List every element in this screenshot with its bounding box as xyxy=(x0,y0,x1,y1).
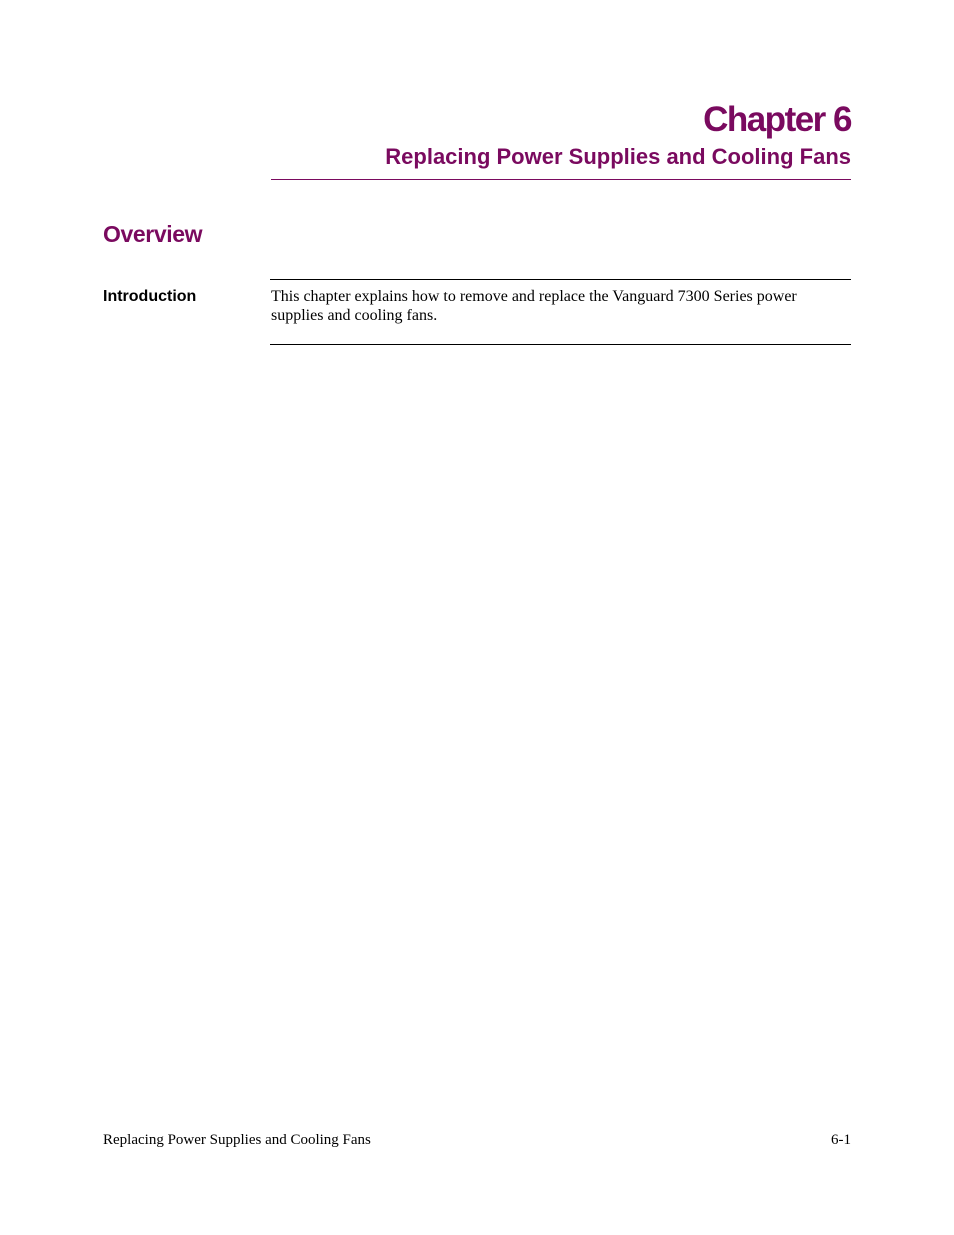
section-top-divider xyxy=(270,279,851,280)
body-paragraph: This chapter explains how to remove and replace the Vanguard 7300 Series power supplies and cooling fans. xyxy=(271,288,797,324)
chapter-title: Chapter 6 xyxy=(703,100,851,139)
footer-page-number: 6-1 xyxy=(831,1132,851,1148)
footer-title: Replacing Power Supplies and Cooling Fans xyxy=(103,1132,371,1148)
chapter-subtitle: Replacing Power Supplies and Cooling Fans xyxy=(385,144,851,169)
side-label: Introduction xyxy=(103,288,197,305)
section-heading: Overview xyxy=(103,221,203,247)
title-divider xyxy=(271,179,851,180)
section-bottom-divider xyxy=(270,344,851,345)
